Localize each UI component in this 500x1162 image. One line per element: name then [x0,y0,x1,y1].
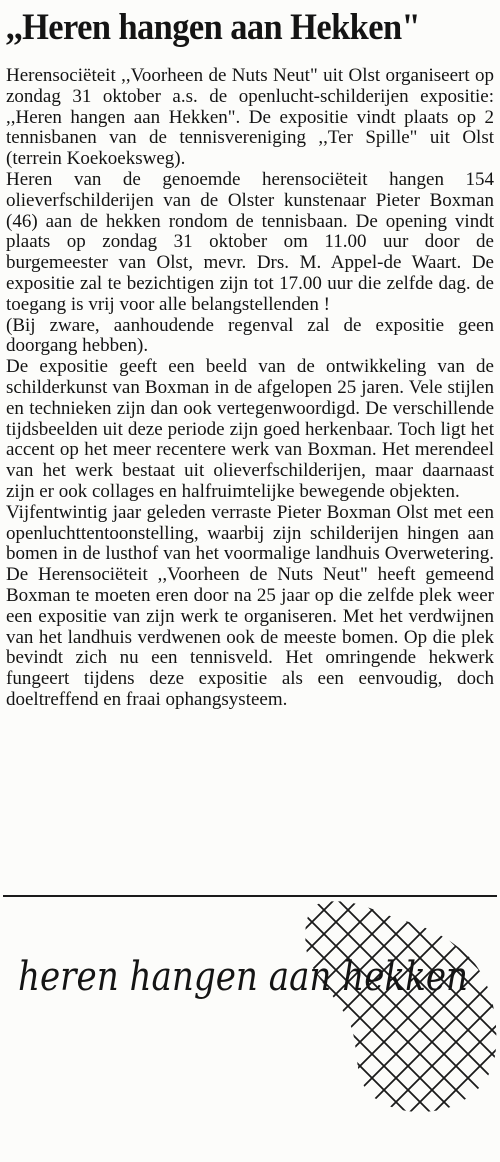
article-body [6,66,494,711]
paragraph-weather-note: (Bij zware, aanhoudende regenval zal de expositie geen doorgang hebben). [6,314,494,357]
paragraph-intro: Herensociëteit ,,Voorheen de Nuts Neut" uit Olst organiseert op zondag 31 oktober a.s. de openlucht-schilderijen expositie: ,,Heren hangen aan Hekken". De expositie vindt plaats op 2 tennisbanen van de tennisvereniging ,,Ter Spille" uit Olst (terrein Koekoeksweg). [6,65,494,170]
paragraph-history: Vijfentwintig jaar geleden verraste Pieter Boxman Olst met een openluchttentoonstelling, waarbij zijn schilderijen hingen aan bomen in de lusthof van het voormalige landhuis Overwetering. De Herensociëteit ,,Voorheen de Nuts Neut" heeft gemeend Boxman te moeten eren door na 25 jaar op die zelfde plek weer een expositie van zijn werk te organiseren. Met het verdwijnen van het landhuis verdwenen ook de meeste bomen. Op die plek bevindt zich nu een tennisveld. Het omringende hekwerk fungeert tijdens deze expositie als een eenvoudig, doch doeltreffend en fraai ophangsysteem. [6,501,494,710]
divider-line [3,895,497,897]
script-caption: heren hangen aan hekken [18,954,468,1000]
paragraph-exposition: De expositie geeft een beeld van de ontwikkeling van de schilderkunst van Boxman in de afgelopen 25 jaren. Vele stijlen en technieken zijn dan ook vertegenwoordigd. De verschillende tijdsbeelden uit deze periode zijn goed herkenbaar. Toch ligt het accent op het meer recentere werk van Boxman. Het merendeel van het werk bestaat uit olieverfschilderijen, maar daarnaast zijn er ook collages en halfruimtelijke bewegende objekten. [6,356,494,502]
fence-script-illustration [0,898,500,1162]
headline: ,,Heren hangen aan Hekken" [6,7,421,48]
fence-mesh [290,898,500,1128]
paragraph-opening: Heren van de genoemde herensociëteit hangen 154 olieverfschilderijen van de Olster kunstenaar Pieter Boxman (46) aan de hekken rondom de tennisbaan. De opening vindt plaats op zondag 31 oktober om 11.00 uur door de burgemeester van Olst, mevr. Drs. M. Appel-de Waart. De expositie zal te bezichtigen zijn tot 17.00 uur die zelfde dag. de toegang is vrij voor alle belangstellenden ! [6,168,494,315]
